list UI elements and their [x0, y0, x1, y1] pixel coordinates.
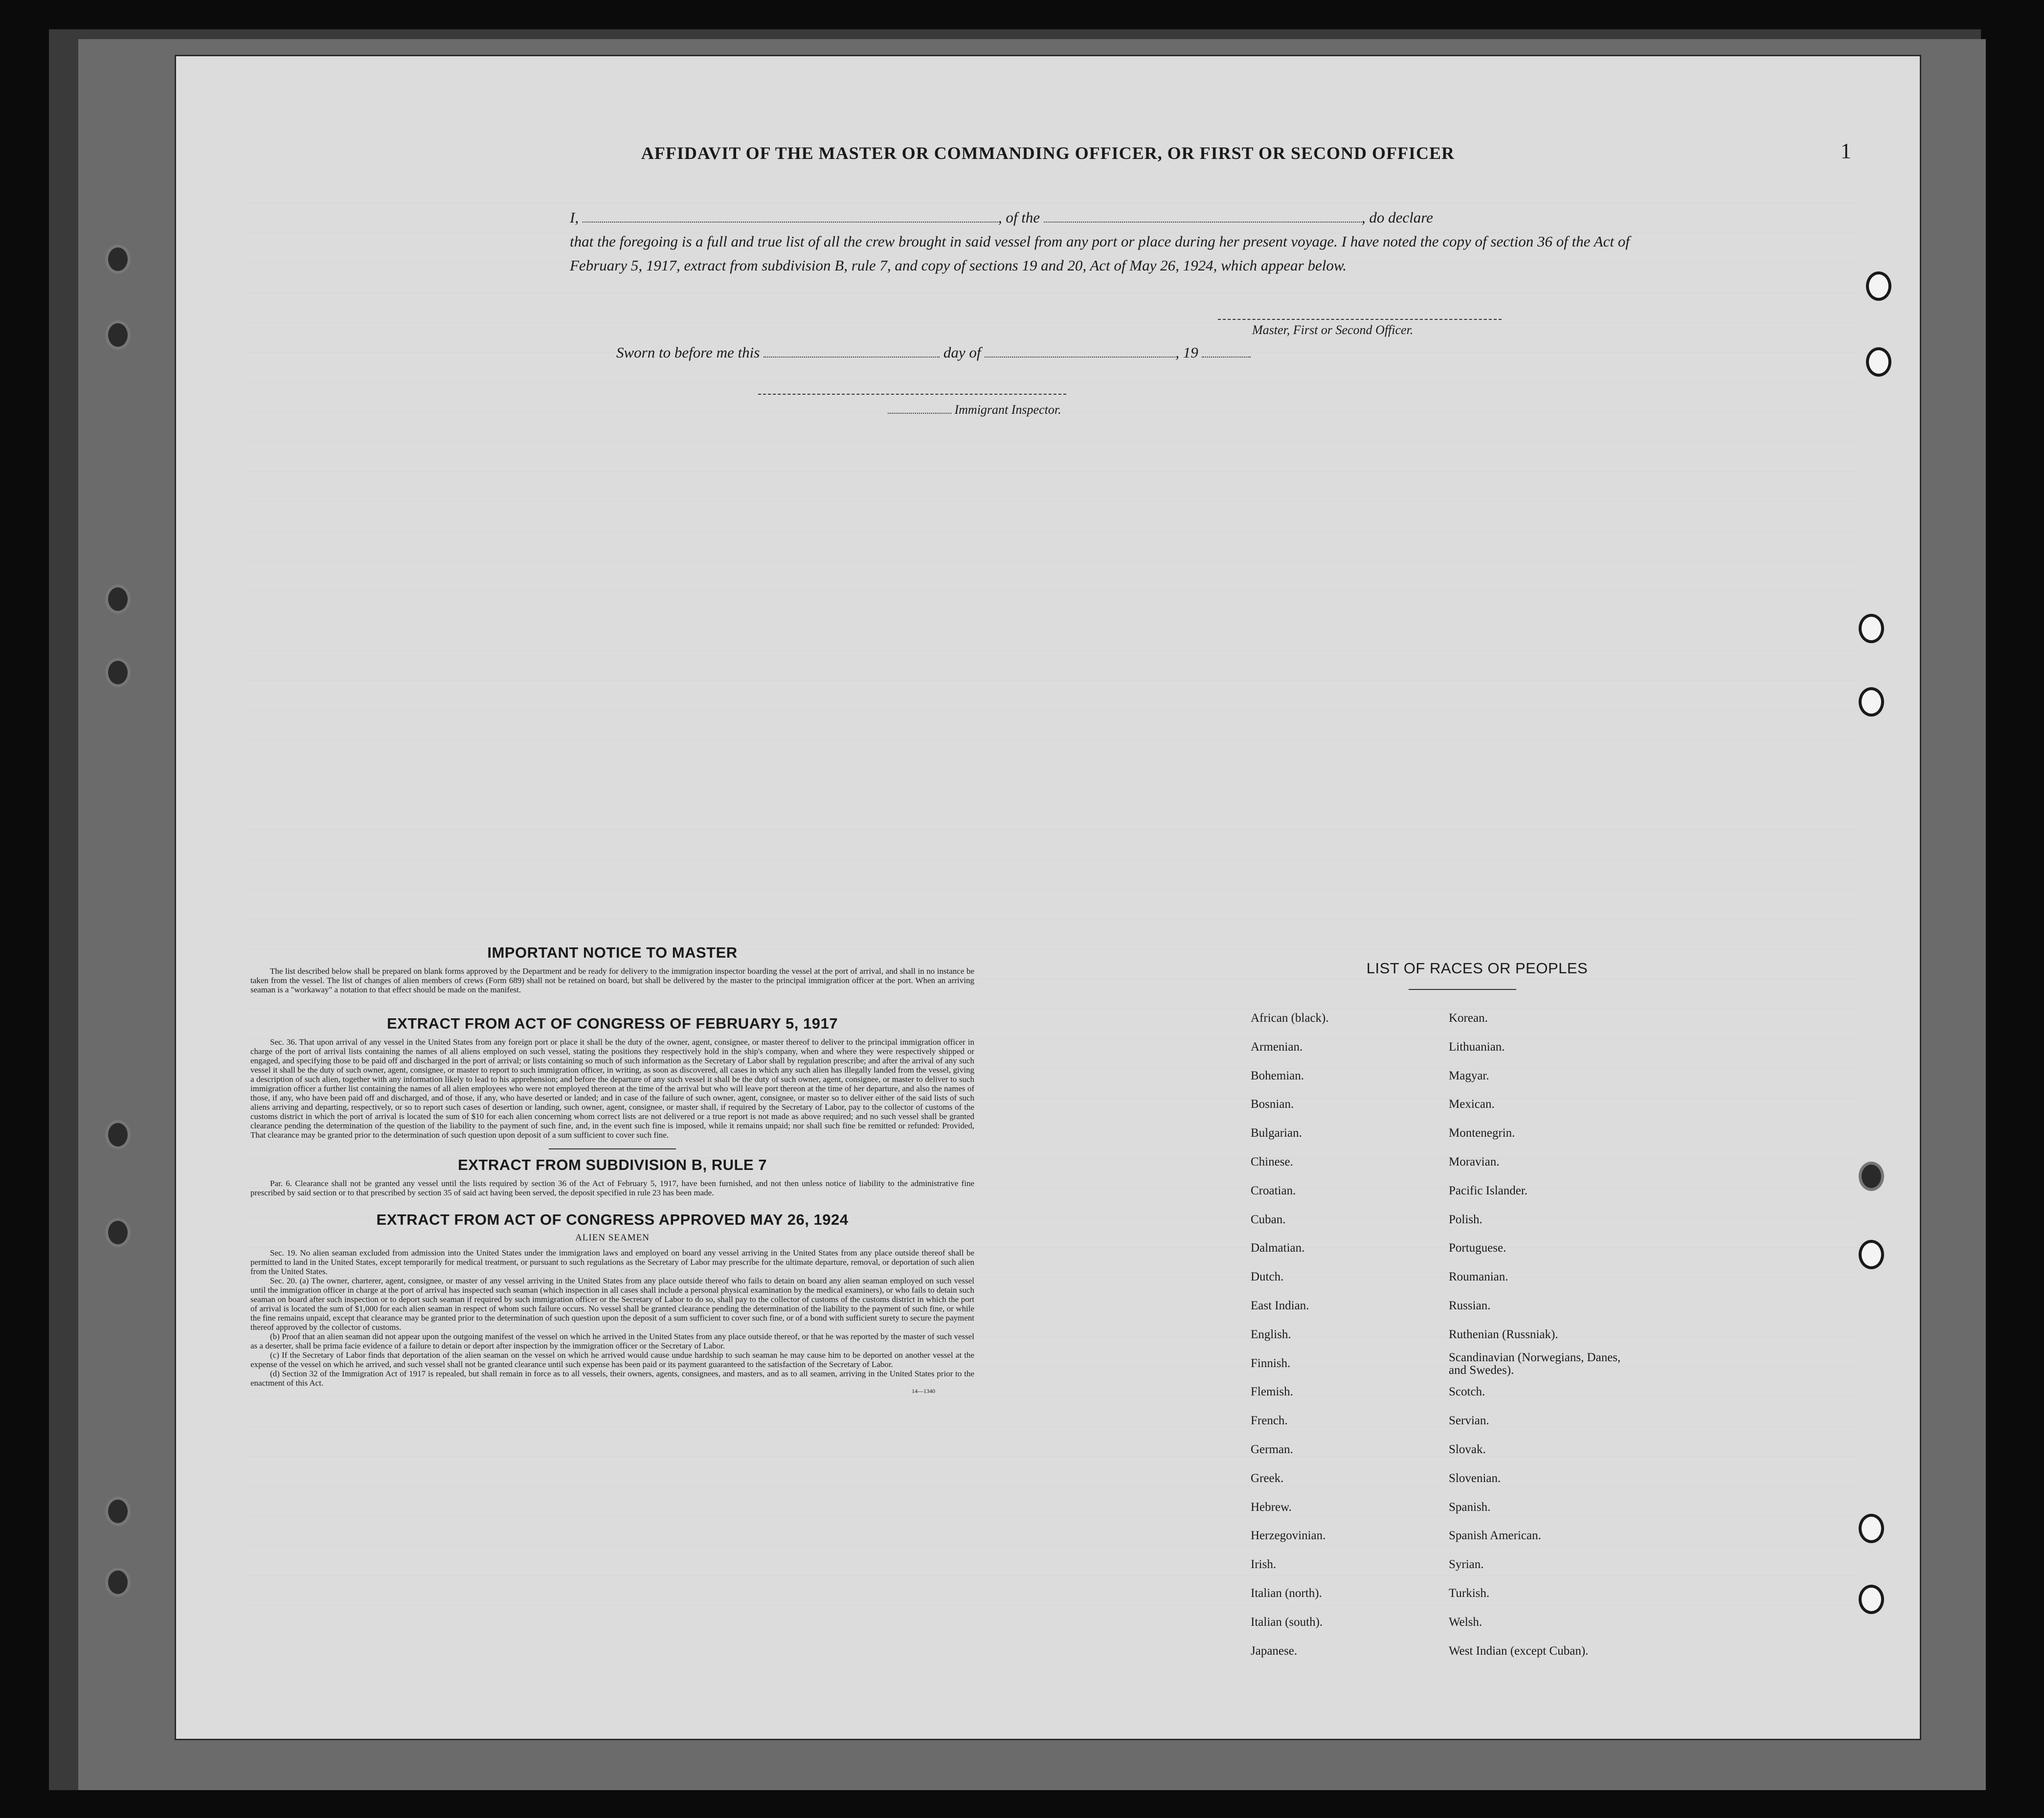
- divider: [549, 1148, 676, 1149]
- races-divider: [1409, 989, 1516, 990]
- bleed-through-line: [245, 681, 1859, 711]
- bleed-through-line: [245, 621, 1859, 651]
- punch-hole: [1859, 1585, 1884, 1614]
- bleed-through-line: [245, 532, 1859, 561]
- punch-hole: [1866, 347, 1891, 377]
- race-item: Korean.: [1449, 1011, 1488, 1025]
- declare-prefix: I,: [570, 209, 579, 226]
- race-item: Montenegrin.: [1449, 1126, 1515, 1140]
- rule-7-paragraph: Par. 6. Clearance shall not be granted any vessel until the lists required by section 36 of the Act of February 5, 1917, have been furnished, and not then unless notice of liability to the administrative fine prescribed by said section or to that prescribed by section 35 of said act having been served, the deposit specified in rule 23 has been made.: [250, 1179, 974, 1197]
- race-item: Spanish American.: [1449, 1529, 1541, 1543]
- declare-of: , of the: [998, 209, 1040, 226]
- race-item: Italian (south).: [1251, 1615, 1323, 1629]
- sec-20a-paragraph: Sec. 20. (a) The owner, charterer, agent, consignee, or master of any vessel arriving in the United States from any place outside thereof who fails to detain on board any alien seaman employed on such vessel until the immigration officer in charge at the port of arrival has inspected such seaman (which inspection in all cases shall include a personal physical examination by the medical examiners), or who fails to detain such seaman on board after such inspection or to deport such seaman if required by such immigration officer or the Secretary of Labor to do so, shall pay to the collector of customs of the customs district in which the port of arrival is located the sum of $1,000 for each alien seaman in respect of whom such failure occurs. No vessel shall be granted clearance pending the determination of the liability to the payment of such fine, or while the fine remains unpaid, except that clearance may be granted prior to the determination of such question upon the deposit of a sum sufficient to cover such fine, or of a bond with sufficient surety to secure the payment thereof approved by the collector of customs.: [250, 1276, 974, 1332]
- page-number: 1: [1841, 139, 1851, 163]
- race-item: Ruthenian (Russniak).: [1449, 1327, 1558, 1341]
- sec-19-paragraph: Sec. 19. No alien seaman excluded from admission into the United States under the immigration laws and employed on board any vessel arriving in the United States from any place outside thereof shall be permitted to land in the United States, except temporarily for medical treatment, or pursuant to such regulations as the Secretary of Labor may prescribe for the ultimate departure, removal, or deportation of such alien from the United States.: [250, 1248, 974, 1276]
- race-item: Bohemian.: [1251, 1069, 1304, 1082]
- binder-hole: [105, 1218, 131, 1247]
- rule-7-title: EXTRACT FROM SUBDIVISION B, RULE 7: [458, 1156, 767, 1173]
- race-item: Scandinavian (Norwegians, Danes, and Swedes).: [1449, 1350, 1621, 1377]
- race-item: Dutch.: [1251, 1270, 1284, 1284]
- act-1917-paragraph: Sec. 36. That upon arrival of any vessel in the United States from any foreign port or place it shall be the duty of the owner, agent, consignee, or master thereof to deliver to the principal immigration officer in charge of the port of arrival lists containing the names of all aliens employed on such vessel, stating the positions they respectively hold in the ship's company, when and where they were respectively shipped or engaged, and specifying those to be paid off and discharged in the port of arrival; or lists containing so much of such information as the Secretary of Labor shall by regulation prescribe; and after the arrival of any such vessel it shall be the duty of such owner, agent, consignee, or master to report to such immigration officer, in writing, as soon as discovered, all cases in which any such alien has illegally landed from the vessel, giving a description of such alien, together with any information likely to lead to his apprehension; and before the departure of any such vessel it shall be the duty of such owner, agent, consignee, or master to deliver to such immigration officer a further list containing the names of all alien employees who were not employed thereon at the time of the arrival but who will leave port thereon at the time of her departure, and also the names of those, if any, who have been paid off and discharged, and of those, if any, who have deserted or landed; and in case of the failure of such owner, agent, consignee, or master so to deliver either of the said lists of such aliens arriving and departing, respectively, or so to report such cases of desertion or landing, such owner, agent, consignee, or master shall, if required by the Secretary of Labor, pay to the collector of customs of the customs district in which the port of arrival is located the sum of $10 for each alien concerning whom correct lists are not delivered or a true report is not made as above required; and no such vessel shall be granted clearance pending the determination of the question of the liability to the payment of such fine, and, in the event such fine is imposed, while it remains unpaid; nor shall such fine be remitted or refunded: Provided, That clearance may be granted prior to the determination of such question upon deposit of a sum sufficient to cover such fine.: [250, 1037, 974, 1140]
- sec-20b-paragraph: (b) Proof that an alien seaman did not appear upon the outgoing manifest of the vessel on which he arrived in the United States from any place outside thereof, or that he was reported by the master of such vessel as a deserter, shall be prima facie evidence of a failure to detain or deport after inspection by the immigration officer or the Secretary of Labor.: [250, 1332, 974, 1350]
- declare-suffix: , do declare: [1361, 209, 1433, 226]
- bleed-through-line: [245, 591, 1859, 621]
- sec-20d-paragraph: (d) Section 32 of the Immigration Act of 1917 is repealed, but shall remain in force as to all vessels, their owners, agents, consignees, and masters, and as to all seamen, arriving in the United States prior to the enactment of this Act.: [250, 1369, 974, 1388]
- declaration-line: [570, 205, 1631, 229]
- notice-paragraph: The list described below shall be prepared on blank forms approved by the Department and be ready for delivery to the immigration inspector boarding the vessel at the port of arrival, and shall in no instance be taken from the vessel. The list of changes of alien members of crews (Form 689) shall not be retained on board, but shall be delivered by the master to the principal immigration officer at the port. When an arriving seaman is a "workaway" a notation to that effect should be made on the manifest.: [250, 966, 974, 994]
- vessel-name-field[interactable]: [1044, 211, 1362, 223]
- race-item: English.: [1251, 1327, 1291, 1341]
- bleed-through-line: [245, 860, 1859, 890]
- race-item: Hebrew.: [1251, 1500, 1292, 1514]
- race-item: German.: [1251, 1442, 1293, 1456]
- punch-hole: [1866, 271, 1891, 301]
- race-item: Chinese.: [1251, 1155, 1293, 1168]
- bleed-through-line: [245, 800, 1859, 830]
- race-item: Dalmatian.: [1251, 1241, 1305, 1255]
- alien-seamen-subtitle: ALIEN SEAMEN: [575, 1233, 650, 1243]
- rule-7-text: [250, 1179, 974, 1197]
- races-title: LIST OF RACES OR PEOPLES: [1366, 960, 1588, 977]
- punch-hole: [1859, 1240, 1884, 1269]
- binder-hole: [105, 1497, 131, 1526]
- race-item: Servian.: [1449, 1414, 1489, 1428]
- punch-hole: [1859, 1162, 1884, 1191]
- punch-hole: [1859, 1514, 1884, 1543]
- inspector-caption-text: Immigrant Inspector.: [954, 403, 1061, 417]
- bleed-through-line: [245, 651, 1859, 681]
- race-item: Pacific Islander.: [1449, 1184, 1528, 1197]
- race-item: Croatian.: [1251, 1184, 1296, 1197]
- act-1924-text: [250, 1248, 974, 1388]
- act-1924-title: EXTRACT FROM ACT OF CONGRESS APPROVED MAY 26, 1924: [376, 1211, 849, 1228]
- race-item: West Indian (except Cuban).: [1449, 1644, 1589, 1658]
- affidavit-title: AFFIDAVIT OF THE MASTER OR COMMANDING OFFICER, OR FIRST OR SECOND OFFICER: [641, 143, 1455, 163]
- bleed-through-line: [245, 770, 1859, 800]
- race-item: Syrian.: [1449, 1558, 1484, 1571]
- sworn-month-field[interactable]: [985, 346, 1175, 358]
- sworn-day-field[interactable]: [764, 346, 940, 358]
- bleed-through-line: [245, 442, 1859, 472]
- binder-hole: [105, 658, 131, 687]
- race-item: Moravian.: [1449, 1155, 1500, 1168]
- race-item: Slovenian.: [1449, 1471, 1501, 1485]
- punch-hole: [1859, 687, 1884, 717]
- bleed-through-line: [245, 890, 1859, 920]
- declaration-statement: that the foregoing is a full and true list of all the crew brought in said vessel from any port or place during her present voyage. I have noted the copy of section 36 of the Act of February 5, 1917, extract from subdivision B, rule 7, and copy of sections 19 and 20, Act of May 26, 1924, which appear below.: [570, 233, 1630, 274]
- race-item: Turkish.: [1449, 1586, 1490, 1600]
- act-1917-text: [250, 1037, 974, 1140]
- race-item: Mexican.: [1449, 1098, 1495, 1111]
- race-item: Herzegovinian.: [1251, 1529, 1326, 1543]
- signature-caption: Master, First or Second Officer.: [1252, 323, 1414, 337]
- binder-hole: [105, 1568, 131, 1597]
- race-item: Armenian.: [1251, 1040, 1303, 1054]
- act-1917-title: EXTRACT FROM ACT OF CONGRESS OF FEBRUARY 5, 1917: [387, 1015, 838, 1032]
- bleed-through-line: [245, 830, 1859, 860]
- race-item: Russian.: [1449, 1299, 1491, 1312]
- race-item: Polish.: [1449, 1212, 1482, 1226]
- race-item: Greek.: [1251, 1471, 1284, 1485]
- race-item: Bulgarian.: [1251, 1126, 1302, 1140]
- binder-hole: [105, 1120, 131, 1149]
- race-item: East Indian.: [1251, 1299, 1309, 1312]
- races-column-2: [1449, 1004, 1654, 1665]
- notice-title: IMPORTANT NOTICE TO MASTER: [487, 944, 738, 961]
- inspector-dots: [888, 406, 951, 414]
- binder-hole: [105, 584, 131, 614]
- bleed-through-line: [245, 174, 1859, 203]
- signature-line[interactable]: [1218, 319, 1502, 320]
- race-item: Japanese.: [1251, 1644, 1298, 1658]
- inspector-caption: [888, 403, 1061, 417]
- race-item: French.: [1251, 1414, 1288, 1428]
- legal-extracts-column: [250, 944, 974, 1395]
- race-item: Magyar.: [1449, 1069, 1489, 1082]
- bleed-through-line: [245, 741, 1859, 770]
- race-item: Slovak.: [1449, 1442, 1486, 1456]
- notice-text: [250, 966, 974, 994]
- affidavit-statement-block: [570, 205, 1631, 277]
- race-item: Roumanian.: [1449, 1270, 1508, 1284]
- race-item: Irish.: [1251, 1558, 1277, 1571]
- sec-20c-paragraph: (c) If the Secretary of Labor finds that deportation of the alien seaman on the vessel on which he arrived would cause undue hardship to such seaman he may cause him to be deported on another vessel at the expense of the vessel on which he arrived, and such vessel shall not be granted clearance until such expense has been paid or its payment guaranteed to the satisfaction of the Secretary of Labor.: [250, 1350, 974, 1369]
- bleed-through-line: [245, 711, 1859, 741]
- sworn-line: [616, 344, 1251, 361]
- inspector-signature-line[interactable]: [758, 394, 1066, 395]
- sworn-year-field[interactable]: [1202, 346, 1251, 358]
- race-item: Spanish.: [1449, 1500, 1491, 1514]
- race-item: Italian (north).: [1251, 1586, 1322, 1600]
- race-item: Lithuanian.: [1449, 1040, 1505, 1054]
- bleed-through-line: [245, 561, 1859, 591]
- binder-hole: [105, 245, 131, 274]
- bleed-through-line: [245, 293, 1859, 323]
- race-item: Welsh.: [1449, 1615, 1482, 1629]
- race-item: Bosnian.: [1251, 1098, 1294, 1111]
- race-item: Cuban.: [1251, 1212, 1286, 1226]
- officer-name-field[interactable]: [583, 211, 998, 223]
- sworn-year-prefix: , 19: [1175, 344, 1198, 361]
- bleed-through-line: [245, 502, 1859, 532]
- sworn-day-of: day of: [943, 344, 981, 361]
- race-item: African (black).: [1251, 1011, 1329, 1025]
- race-item: Scotch.: [1449, 1385, 1485, 1399]
- race-item: Portuguese.: [1449, 1241, 1506, 1255]
- form-number: 14—1340: [912, 1388, 935, 1394]
- race-item: Flemish.: [1251, 1385, 1293, 1399]
- manifest-sheet: [176, 56, 1920, 1739]
- bleed-through-line: [245, 472, 1859, 502]
- race-item: Finnish.: [1251, 1356, 1291, 1370]
- races-column-1: [1251, 1004, 1437, 1665]
- binder-hole: [105, 320, 131, 350]
- punch-hole: [1859, 614, 1884, 643]
- sworn-prefix: Sworn to before me this: [616, 344, 760, 361]
